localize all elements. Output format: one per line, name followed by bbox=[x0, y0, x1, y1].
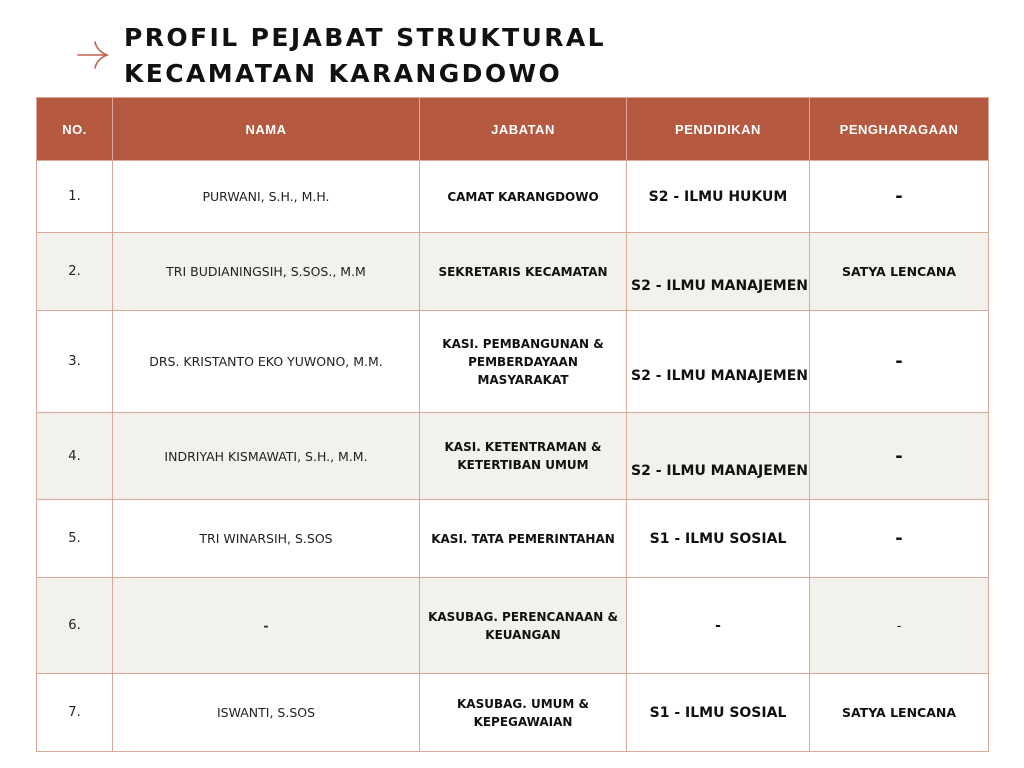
official-award: - bbox=[810, 413, 989, 500]
column-header-nama: NAMA bbox=[113, 98, 420, 161]
row-number: 4. bbox=[37, 413, 113, 500]
official-award: SATYA LENCANA bbox=[810, 233, 989, 311]
official-education: S2 - ILMU MANAJEMEN bbox=[627, 413, 810, 500]
official-award: - bbox=[810, 161, 989, 233]
official-position: SEKRETARIS KECAMATAN bbox=[420, 233, 627, 311]
official-award: - bbox=[810, 578, 989, 674]
table-row bbox=[37, 674, 989, 752]
row-number: 1. bbox=[37, 161, 113, 233]
official-education: S1 - ILMU SOSIAL bbox=[627, 500, 810, 578]
official-name: INDRIYAH KISMAWATI, S.H., M.M. bbox=[113, 413, 420, 500]
official-name: PURWANI, S.H., M.H. bbox=[113, 161, 420, 233]
official-name: ISWANTI, S.SOS bbox=[113, 674, 420, 752]
official-education: - bbox=[627, 578, 810, 674]
table-row bbox=[37, 161, 989, 233]
official-name: - bbox=[113, 578, 420, 674]
official-education: S1 - ILMU SOSIAL bbox=[627, 674, 810, 752]
table-header-row bbox=[37, 98, 989, 161]
row-number: 2. bbox=[37, 233, 113, 311]
table-row bbox=[37, 413, 989, 500]
official-name: DRS. KRISTANTO EKO YUWONO, M.M. bbox=[113, 311, 420, 413]
officials-table bbox=[36, 97, 989, 752]
row-number: 3. bbox=[37, 311, 113, 413]
page-title-line-1: PROFIL PEJABAT STRUKTURAL bbox=[124, 23, 606, 52]
official-award: - bbox=[810, 500, 989, 578]
table-row bbox=[37, 311, 989, 413]
row-number: 5. bbox=[37, 500, 113, 578]
official-position: CAMAT KARANGDOWO bbox=[420, 161, 627, 233]
official-education: S2 - ILMU MANAJEMEN bbox=[627, 233, 810, 311]
official-award: SATYA LENCANA bbox=[810, 674, 989, 752]
page-title bbox=[124, 20, 606, 92]
official-education: S2 - ILMU MANAJEMEN bbox=[627, 311, 810, 413]
table-row bbox=[37, 578, 989, 674]
column-header-pendidikan: PENDIDIKAN bbox=[627, 98, 810, 161]
official-position: KASI. KETENTRAMAN & KETERTIBAN UMUM bbox=[420, 413, 627, 500]
table-row bbox=[37, 500, 989, 578]
column-header-no: NO. bbox=[37, 98, 113, 161]
arrow-right-icon bbox=[76, 38, 110, 72]
official-position: KASI. PEMBANGUNAN & PEMBERDAYAAN MASYARAKAT bbox=[420, 311, 627, 413]
official-award: - bbox=[810, 311, 989, 413]
column-header-jabatan: JABATAN bbox=[420, 98, 627, 161]
column-header-penghargaan: PENGHARAGAAN bbox=[810, 98, 989, 161]
official-name: TRI WINARSIH, S.SOS bbox=[113, 500, 420, 578]
official-education: S2 - ILMU HUKUM bbox=[627, 161, 810, 233]
official-name: TRI BUDIANINGSIH, S.SOS., M.M bbox=[113, 233, 420, 311]
official-position: KASUBAG. PERENCANAAN & KEUANGAN bbox=[420, 578, 627, 674]
row-number: 7. bbox=[37, 674, 113, 752]
row-number: 6. bbox=[37, 578, 113, 674]
page-title-line-2: KECAMATAN KARANGDOWO bbox=[124, 59, 563, 88]
official-position: KASUBAG. UMUM & KEPEGAWAIAN bbox=[420, 674, 627, 752]
table-row bbox=[37, 233, 989, 311]
official-position: KASI. TATA PEMERINTAHAN bbox=[420, 500, 627, 578]
